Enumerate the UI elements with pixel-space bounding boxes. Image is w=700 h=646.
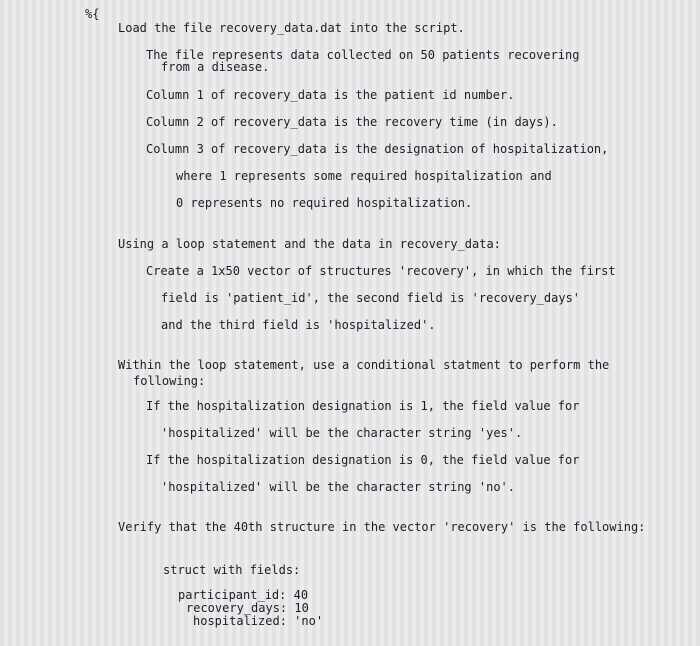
loop-create-line3: and the third field is 'hospitalized'. xyxy=(161,318,436,332)
description-line1: The file represents data collected on 50 patients recovering xyxy=(146,48,580,62)
column2-text: Column 2 of recovery_data is the recovery time (in days). xyxy=(146,115,558,129)
description-line2: from a disease. xyxy=(161,60,270,74)
column3-cont2: 0 represents no required hospitalization. xyxy=(176,196,473,210)
loop-create-line2: field is 'patient_id', the second field is 'recovery_days' xyxy=(161,291,581,305)
if1-line2: 'hospitalized' will be the character string 'yes'. xyxy=(161,426,523,440)
struct-field-recovery-days: recovery_days: 10 xyxy=(186,601,309,615)
loop-create-line1: Create a 1x50 vector of structures 'recovery', in which the first xyxy=(146,264,616,278)
struct-header: struct with fields: xyxy=(163,563,301,577)
conditional-intro-line2: following: xyxy=(133,374,206,388)
if1-line1: If the hospitalization designation is 1, the field value for xyxy=(146,399,580,413)
if0-line2: 'hospitalized' will be the character string 'no'. xyxy=(161,480,516,494)
load-instruction: Load the file recovery_data.dat into the script. xyxy=(118,21,465,35)
column3-cont1: where 1 represents some required hospitalization and xyxy=(176,169,552,183)
column3-text: Column 3 of recovery_data is the designation of hospitalization, xyxy=(146,142,609,156)
loop-intro: Using a loop statement and the data in recovery_data: xyxy=(118,237,501,251)
if0-line1: If the hospitalization designation is 0, the field value for xyxy=(146,453,580,467)
struct-field-participant-id: participant_id: 40 xyxy=(178,588,309,602)
column1-text: Column 1 of recovery_data is the patient id number. xyxy=(146,88,515,102)
struct-field-hospitalized: hospitalized: 'no' xyxy=(193,614,324,628)
comment-open: %{ xyxy=(85,7,100,21)
conditional-intro-line1: Within the loop statement, use a conditional statment to perform the xyxy=(118,358,610,372)
verify-intro: Verify that the 40th structure in the vector 'recovery' is the following: xyxy=(118,520,646,534)
